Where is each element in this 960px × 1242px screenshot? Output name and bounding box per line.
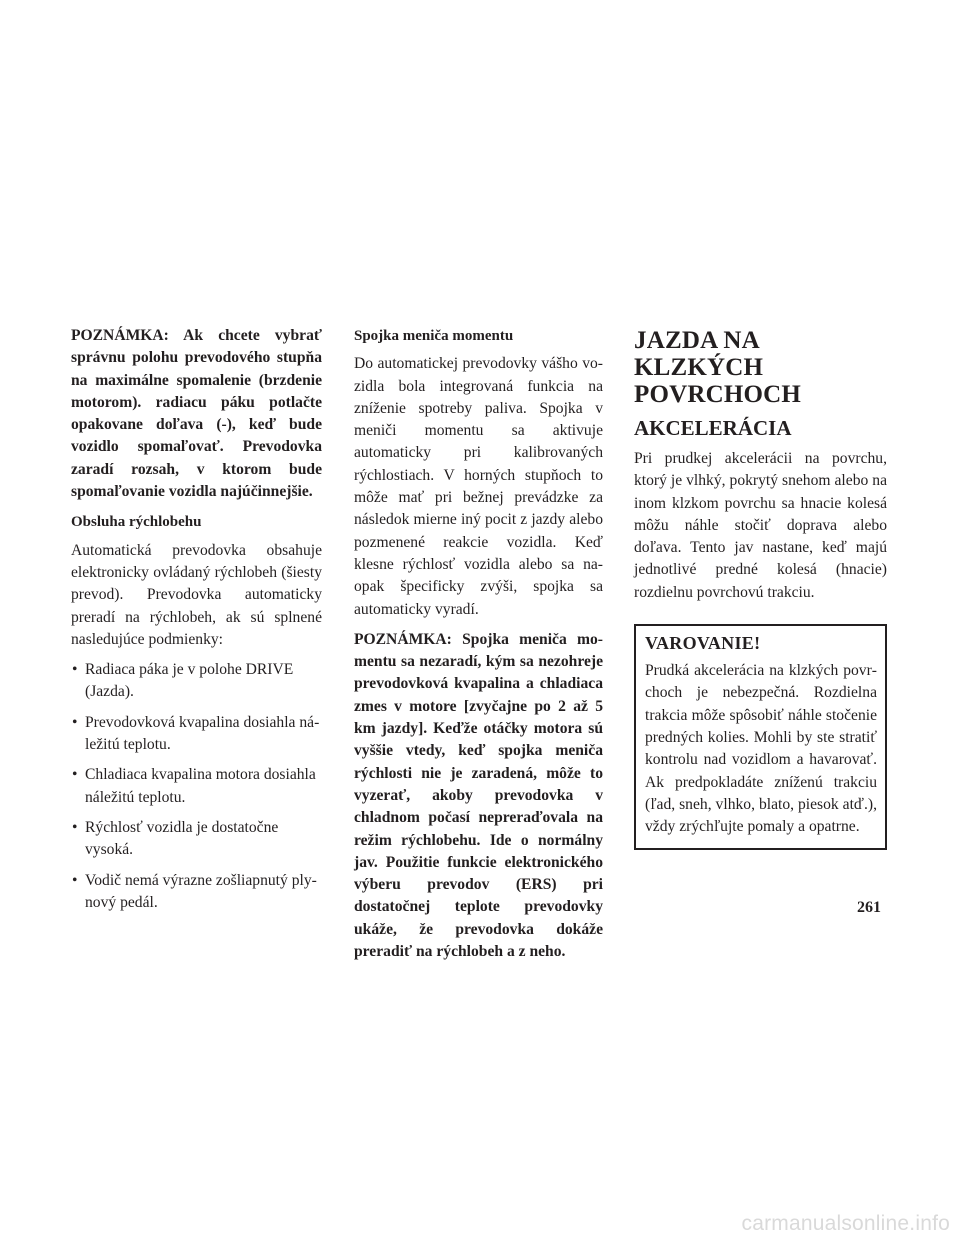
list-item: • Rýchlosť vozidla je dostatočne vysoká. — [71, 817, 322, 862]
list-item: • Prevodovková kvapalina dosiahla náležitú teplotu. — [71, 712, 322, 757]
list-item: • Vodič nemá výrazne zošliapnutý plynový pedál. — [71, 870, 322, 915]
column-left — [71, 325, 322, 922]
list-item: • Chladiaca kvapalina motora dosiahla náležitú teplotu. — [71, 764, 322, 809]
list-item: • Radiaca páka je v polohe DRIVE (Jazda). — [71, 659, 322, 704]
warning-title: VAROVANIE! — [645, 633, 761, 654]
column-right — [634, 325, 887, 850]
body-paragraph: Do automatickej prevodovky vášho vozidla bola integrovaná funkcia na zníženie spotreby paliva. Spojka v meniči momentu sa aktivuje automaticky pri kalibrovaných rýchlostiach. V horných stupňoch to môže mať pri bežnej prevádzke za následok mierne iný pocit z jazdy alebo pozmenené reakcie vozidla. Keď klesne rýchlosť vozidla alebo sa naopak špecificky zvýši, spojka sa automaticky vyradí. — [354, 355, 603, 618]
subsection-title: AKCELERÁCIA — [634, 416, 792, 440]
intro-paragraph: Automatická prevodovka obsahuje elektronicky ovládaný rýchlobeh (šiesty prevod). Prevodovka automaticky preradí na rýchlobeh, ak sú splnené nasledujúce podmienky: — [71, 541, 322, 648]
conditions-list — [71, 659, 322, 914]
column-middle — [354, 325, 603, 971]
warning-text: Prudká akcelerácia na klzkých povrchoch je nebezpečná. Rozdielna trakcia môže spôsobiť náhle stočenie predných kolies. Mohli by ste stratiť kontrolu nad vozidlom a havarovať. Ak predpokladáte zníženú trakciu (ľad, sneh, vlhko, blato, piesok atď.), vždy zrýchľujte pomaly a opatrne. — [645, 662, 877, 836]
section-title: JAZDA NA KLZKÝCH POVRCHOCH — [634, 327, 802, 408]
watermark-text: carmanualsonline.info — [741, 1212, 950, 1235]
body-paragraph: Pri prudkej akcelerácii na povrchu, ktorý je vlhký, pokrytý snehom alebo na inom klzkom povrchu sa hnacie kolesá môžu náhle stočiť doprava alebo doľava. Tento jav nastane, keď majú jednotlivé predné kolesá (hnacie) rozdielnu povrchovú trakciu. — [634, 450, 887, 601]
subheading-overdrive: Obsluha rýchlobehu — [71, 514, 202, 531]
note-paragraph: POZNÁMKA: Ak chcete vybrať správnu polohu prevodového stupňa na maximálne spomalenie (brzdenie motorom). radiacu páku potlačte opakovane doľava (-), keď bude vozidlo spomaľovať. Prevodovka zaradí rozsah, v ktorom bude spomaľovanie vozidla najúčinnejšie. — [71, 327, 322, 501]
page-number: 261 — [857, 899, 881, 916]
warning-box — [634, 624, 887, 850]
subheading-torque-converter: Spojka meniča momentu — [354, 328, 514, 344]
note-paragraph: POZNÁMKA: Spojka meniča momentu sa nezaradí, kým sa nezohreje prevodovková kvapalina a chladiaca zmes v motore [zvyčajne po 2 až 5 km jazdy]. Keďže otáčky motora sú vyššie vtedy, keď spojka meniča rýchlosti nie je zaradená, môže to vyzerať, akoby prevodovka v chladnom počasí nepreraďovala na režim rýchlobehu. Ide o normálny jav. Použitie funkcie elektronického výberu prevodov (ERS) pri dostatočnej teplote prevodovky ukáže, že prevodovka dokáže preradiť na rýchlobeh a z neho. — [354, 630, 603, 961]
